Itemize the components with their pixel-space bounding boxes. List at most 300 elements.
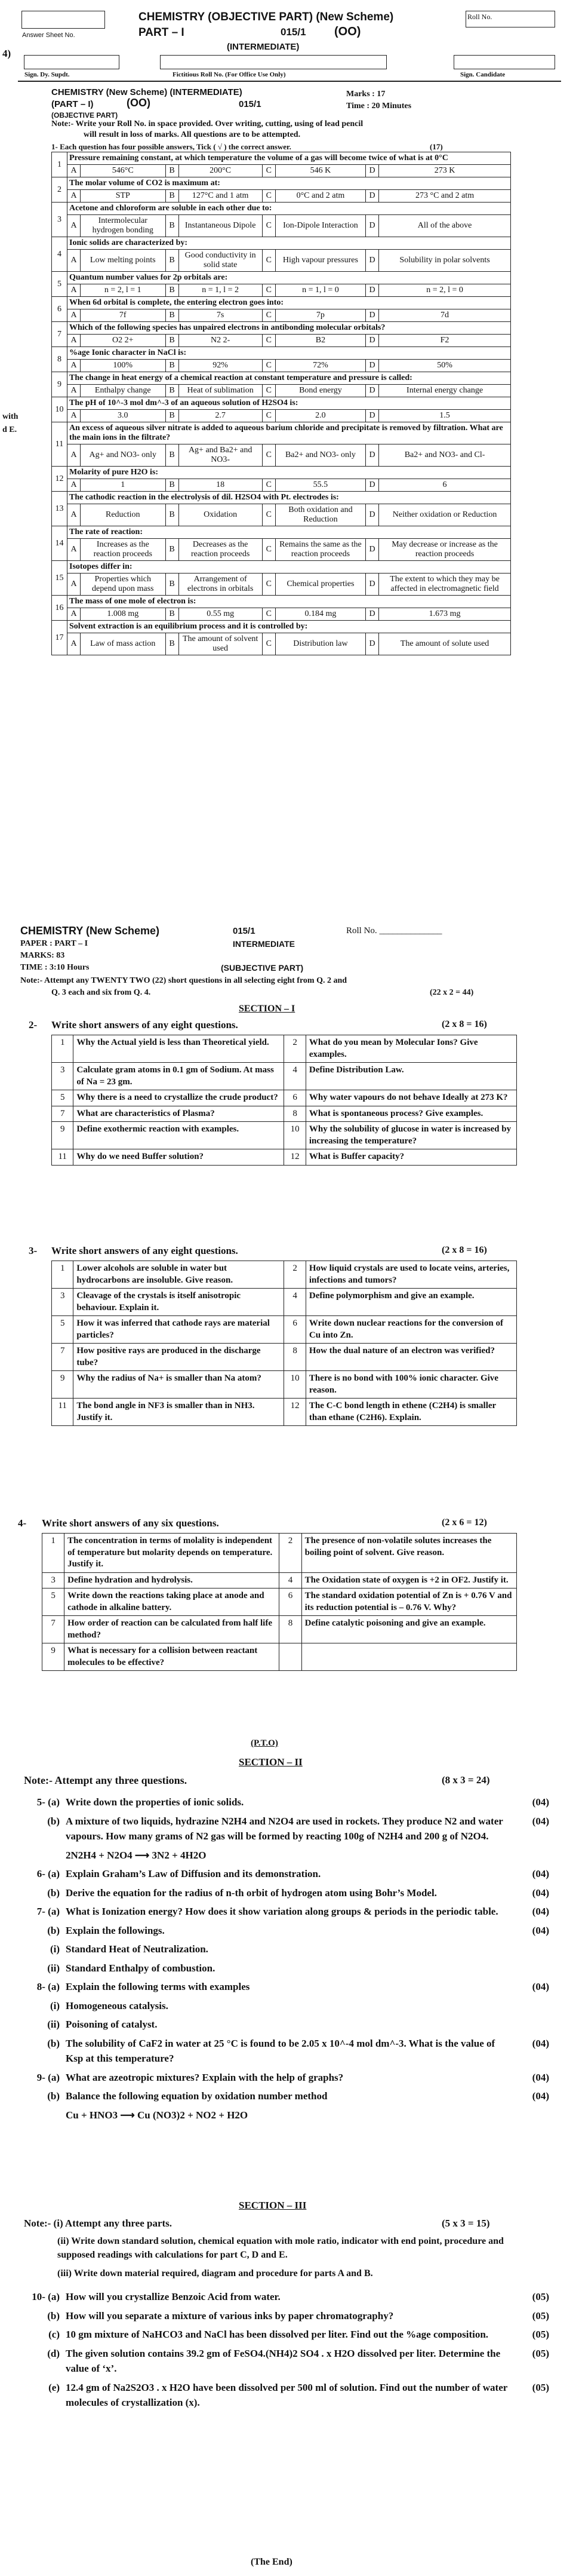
mcq-stem-row <box>52 621 511 633</box>
mcq-number: 9 <box>52 372 67 397</box>
mcq-option[interactable]: 273 K <box>379 165 511 177</box>
mcq-option[interactable]: 546°C <box>81 165 166 177</box>
mcq-option-letter: C <box>262 504 275 526</box>
long-question-text: Write down the properties of ionic solids. <box>66 1796 244 1808</box>
objective-part: (PART – I) <box>51 99 94 109</box>
mcq-option[interactable]: Ba2+ and NO3- only <box>275 444 365 467</box>
short-question-text: There is no bond with 100% ionic character. Give reason. <box>306 1371 516 1399</box>
short-question-number: 3 <box>52 1289 73 1316</box>
mcq-option[interactable]: 18 <box>178 479 262 492</box>
mcq-option[interactable]: Enthalpy change <box>81 385 166 397</box>
sign-candidate-label: Sign. Candidate <box>460 71 506 78</box>
mcq-number: 16 <box>52 596 67 621</box>
subjective-roll[interactable]: Roll No. ______________ <box>346 926 442 936</box>
mcq-number: 15 <box>52 561 67 596</box>
mcq-option[interactable]: Low melting points <box>81 250 166 272</box>
long-question-marks: (05) <box>532 2381 549 2393</box>
mcq-option[interactable]: Instantaneous Dipole <box>178 215 262 237</box>
mcq-options-row <box>52 360 511 372</box>
mcq-option-letter: D <box>366 539 379 561</box>
long-question-marks: (04) <box>532 1796 549 1808</box>
mcq-option[interactable]: n = 2, l = 1 <box>81 284 166 297</box>
mcq-options-row <box>52 165 511 177</box>
long-question-label <box>24 2108 66 2123</box>
short-question-text <box>301 1643 516 1671</box>
mcq-option[interactable]: 55.5 <box>275 479 365 492</box>
long-question-row <box>24 1866 549 1882</box>
mcq-option[interactable]: Ag+ and NO3- only <box>81 444 166 467</box>
objective-marks: Marks : 17 <box>346 90 386 99</box>
mcq-option-letter: B <box>165 504 178 526</box>
short-question-text: What are characteristics of Plasma? <box>73 1106 284 1122</box>
short-question-number: 1 <box>52 1261 73 1289</box>
mcq-option[interactable]: All of the above <box>379 215 511 237</box>
long-question-text: Explain the following terms with examples <box>66 1981 250 1992</box>
mcq-option-letter: B <box>165 385 178 397</box>
mcq-stem-row <box>52 203 511 215</box>
short-question-text: Define hydration and hydrolysis. <box>64 1572 279 1588</box>
mcq-stem: Pressure remaining constant, at which temperature the volume of a gas will become twice of what is at 0°C <box>67 152 511 165</box>
mcq-option[interactable]: Increases as the reaction proceeds <box>81 539 166 561</box>
candidate-sign-box[interactable] <box>454 55 555 78</box>
mcq-option-letter: A <box>67 410 81 422</box>
short-question-text: Define polymorphism and give an example. <box>306 1289 516 1316</box>
long-question-row <box>24 1979 549 1995</box>
short-question-number: 4 <box>284 1289 306 1316</box>
mcq-option[interactable]: 7f <box>81 309 166 322</box>
mcq-option[interactable]: 0.55 mg <box>178 608 262 621</box>
mcq-option[interactable]: The extent to which they may be affected in electromagnetic field <box>379 574 511 596</box>
mcq-number: 4 <box>52 237 67 272</box>
short-question-text: What is Buffer capacity? <box>306 1149 516 1166</box>
mcq-option-letter: D <box>366 360 379 372</box>
short-question-number: 7 <box>42 1616 64 1643</box>
short-question-text: What is necessary for a collision between reactant molecules to be effective? <box>64 1643 279 1671</box>
mcq-stem: Quantum number values for 2p orbitals are: <box>67 272 511 284</box>
mcq-option[interactable]: 1.5 <box>379 410 511 422</box>
long-question-text: Homogeneous catalysis. <box>66 2000 168 2011</box>
short-question-text: Define exothermic reaction with examples. <box>73 1122 284 1149</box>
mcq-option-letter: D <box>366 444 379 467</box>
q4-label: 4- <box>18 1517 27 1529</box>
mcq-option-letter: A <box>67 190 81 203</box>
mcq-option[interactable]: Distribution law <box>275 633 365 655</box>
mcq-options-row <box>52 190 511 203</box>
long-question-row <box>24 1998 549 2014</box>
mcq-option-letter: D <box>366 479 379 492</box>
section-2-note: Note:- Attempt any three questions. <box>24 1774 187 1786</box>
mcq-option-letter: C <box>262 215 275 237</box>
part-label: PART – I <box>138 26 184 39</box>
mcq-option[interactable]: B2 <box>275 335 365 347</box>
long-question-marks: (05) <box>532 2310 549 2322</box>
subjective-note-marks: (22 x 2 = 44) <box>430 988 474 997</box>
mcq-option-letter: A <box>67 633 81 655</box>
mcq-options-row <box>52 410 511 422</box>
long-question-label: (ii) <box>47 2019 60 2030</box>
mcq-option[interactable]: Solubility in polar solvents <box>379 250 511 272</box>
mcq-option[interactable]: 1 <box>81 479 166 492</box>
short-question-row <box>42 1643 517 1671</box>
mcq-option[interactable]: High vapour pressures <box>275 250 365 272</box>
short-question-number: 1 <box>52 1035 73 1063</box>
mcq-option[interactable]: n = 2, l = 0 <box>379 284 511 297</box>
mcq-option-letter: C <box>262 633 275 655</box>
short-question-number: 6 <box>284 1090 306 1106</box>
long-question-text: How will you separate a mixture of various inks by paper chromatography? <box>66 2310 394 2322</box>
mcq-option[interactable]: Arrangement of electrons in orbitals <box>178 574 262 596</box>
long-question-marks <box>513 1998 549 2014</box>
short-question-row <box>52 1261 517 1289</box>
mcq-option[interactable]: 92% <box>178 360 262 372</box>
long-question-row <box>24 2289 549 2305</box>
mcq-option[interactable]: n = 1, l = 0 <box>275 284 365 297</box>
q3-marks: (2 x 8 = 16) <box>442 1245 487 1255</box>
long-question-label: 6- (a) <box>36 1868 60 1879</box>
mcq-stem: %age Ionic character in NaCl is: <box>67 347 511 360</box>
mcq-stem-row <box>52 297 511 309</box>
roll-label: Roll No. <box>467 13 492 21</box>
mcq-option-letter: A <box>67 574 81 596</box>
mcq-option-letter: A <box>67 250 81 272</box>
mcq-option[interactable]: Law of mass action <box>81 633 166 655</box>
mcq-number: 14 <box>52 526 67 561</box>
mcq-option[interactable]: Both oxidation and Reduction <box>275 504 365 526</box>
mcq-option[interactable]: Good conductivity in solid state <box>178 250 262 272</box>
mcq-option[interactable]: 2.0 <box>275 410 365 422</box>
mcq-option-letter: C <box>262 165 275 177</box>
mcq-option-letter: A <box>67 608 81 621</box>
short-question-text: Why there is a need to crystallize the crude product? <box>73 1090 284 1106</box>
mcq-option[interactable]: The amount of solvent used <box>178 633 262 655</box>
mcq-stem: The mass of one mole of electron is: <box>67 596 511 608</box>
mcq-option[interactable]: O2 2+ <box>81 335 166 347</box>
long-question-marks <box>513 1942 549 1957</box>
long-question-label: 5- (a) <box>36 1796 60 1808</box>
mcq-stem-row <box>52 492 511 504</box>
q2-label: 2- <box>29 1019 38 1031</box>
short-question-row <box>42 1534 517 1573</box>
long-question-label: (b) <box>47 1815 60 1827</box>
side-text-1: with <box>2 412 19 421</box>
long-question-row <box>24 1961 549 1976</box>
mcq-number: 6 <box>52 297 67 322</box>
long-question-row <box>24 2070 549 2086</box>
short-question-text: Why do we need Buffer solution? <box>73 1149 284 1166</box>
fictitious-roll-box[interactable] <box>160 55 387 78</box>
short-question-row <box>52 1371 517 1399</box>
mcq-options-row <box>52 479 511 492</box>
mcq-option[interactable]: Ion-Dipole Interaction <box>275 215 365 237</box>
short-question-row <box>52 1035 517 1063</box>
mcq-options-row <box>52 385 511 397</box>
short-question-text: How liquid crystals are used to locate veins, arteries, infections and tumors? <box>306 1261 516 1289</box>
mcq-option[interactable]: Reduction <box>81 504 166 526</box>
short-question-text: Write down nuclear reactions for the conversion of Cu into Zn. <box>306 1316 516 1344</box>
mcq-option[interactable]: 0.184 mg <box>275 608 365 621</box>
section-2-marks: (8 x 3 = 24) <box>442 1774 490 1786</box>
long-question-text: Cu + HNO3 ⟶ Cu (NO3)2 + NO2 + H2O <box>66 2109 248 2121</box>
mcq-option-letter: D <box>366 250 379 272</box>
long-question-label: (i) <box>50 2000 60 2011</box>
long-question-text: 2N2H4 + N2O4 ⟶ 3N2 + 4H2O <box>66 1849 207 1861</box>
long-question-label: (b) <box>47 2090 60 2102</box>
mcq-option[interactable]: Neither oxidation or Reduction <box>379 504 511 526</box>
short-question-text: Cleavage of the crystals is itself anisotropic behaviour. Explain it. <box>73 1289 284 1316</box>
mcq-option-letter: A <box>67 165 81 177</box>
long-question-label: (ii) <box>47 1962 60 1974</box>
mcq-option[interactable]: STP <box>81 190 166 203</box>
mcq-option[interactable]: 127°C and 1 atm <box>178 190 262 203</box>
short-question-number: 1 <box>42 1534 64 1573</box>
long-question-text: Derive the equation for the radius of n-th orbit of hydrogen atom using Bohr’s Model. <box>66 1887 437 1899</box>
long-question-text: Standard Enthalpy of combustion. <box>66 1962 215 1974</box>
mcq-option[interactable]: Oxidation <box>178 504 262 526</box>
long-question-row <box>24 1942 549 1957</box>
short-question-row <box>52 1122 517 1149</box>
objective-instruction-marks: (17) <box>430 142 443 151</box>
long-question-label: 10- (a) <box>32 2291 60 2302</box>
mcq-stem: The change in heat energy of a chemical reaction at constant temperature and pressure is called: <box>67 372 511 385</box>
mcq-option[interactable]: 546 K <box>275 165 365 177</box>
objective-note-1: Note:- Write your Roll No. in space provided. Over writing, cutting, using of lead pencil <box>51 119 364 128</box>
mcq-number: 12 <box>52 467 67 492</box>
long-question-text: The given solution contains 39.2 gm of FeSO4.(NH4)2 SO4 . x H2O dissolved per liter. Determine the value of ‘x’. <box>66 2347 501 2374</box>
objective-title: CHEMISTRY (New Scheme) (INTERMEDIATE) <box>51 87 242 97</box>
mcq-option-letter: A <box>67 335 81 347</box>
mcq-options-row <box>52 504 511 526</box>
long-question-label: (d) <box>47 2347 60 2359</box>
mcq-option-letter: B <box>165 444 178 467</box>
mcq-option-letter: A <box>67 309 81 322</box>
short-question-text: The Oxidation state of oxygen is +2 in OF2. Justify it. <box>301 1572 516 1588</box>
mcq-option-letter: B <box>165 165 178 177</box>
section-2-questions <box>24 1795 549 2126</box>
long-question-marks: (04) <box>532 2090 549 2102</box>
mcq-option[interactable]: Chemical properties <box>275 574 365 596</box>
mcq-option[interactable]: 0°C and 2 atm <box>275 190 365 203</box>
short-question-number: 7 <box>52 1106 73 1122</box>
short-question-number: 2 <box>279 1534 301 1573</box>
section-3-marks: (5 x 3 = 15) <box>442 2218 490 2229</box>
short-question-number: 11 <box>52 1399 73 1426</box>
short-question-text: Define Distribution Law. <box>306 1063 516 1090</box>
mcq-option-letter: D <box>366 284 379 297</box>
roll-box[interactable] <box>466 11 555 27</box>
q2-marks: (2 x 8 = 16) <box>442 1019 487 1029</box>
mcq-option-letter: C <box>262 410 275 422</box>
mcq-stem-row <box>52 372 511 385</box>
mcq-option-letter: B <box>165 633 178 655</box>
short-question-text: The bond angle in NF3 is smaller than in NH3. Justify it. <box>73 1399 284 1426</box>
mcq-option-letter: D <box>366 504 379 526</box>
mcq-option[interactable]: Decreases as the reaction proceeds <box>178 539 262 561</box>
long-question-marks: (04) <box>532 1887 549 1899</box>
mcq-option-letter: C <box>262 360 275 372</box>
long-question-label: (i) <box>50 1943 60 1955</box>
mcq-option[interactable]: F2 <box>379 335 511 347</box>
mcq-option[interactable]: 3.0 <box>81 410 166 422</box>
long-question-marks: (05) <box>532 2329 549 2340</box>
long-question-text: 12.4 gm of Na2S2O3 . x H2O have been dissolved per 500 ml of solution. Find out the number of water molecules of crystallization (x). <box>66 2381 508 2408</box>
long-question-row <box>24 1904 549 1919</box>
mcq-option[interactable]: 7d <box>379 309 511 322</box>
paper-code: 015/1 <box>281 26 306 38</box>
q3-label: 3- <box>29 1245 38 1256</box>
mcq-option-letter: D <box>366 385 379 397</box>
mcq-option[interactable]: Remains the same as the reaction proceeds <box>275 539 365 561</box>
mcq-option[interactable]: 1.008 mg <box>81 608 166 621</box>
mcq-option[interactable]: N2 2- <box>178 335 262 347</box>
mcq-option[interactable]: May decrease or increase as the reaction proceeds <box>379 539 511 561</box>
short-question-number: 8 <box>284 1344 306 1371</box>
mcq-option-letter: C <box>262 284 275 297</box>
q3-table <box>51 1261 517 1426</box>
mcq-option[interactable]: The amount of solute used <box>379 633 511 655</box>
short-question-text: How the dual nature of an electron was verified? <box>306 1344 516 1371</box>
margin-mark: 4) <box>2 48 11 59</box>
mcq-number: 13 <box>52 492 67 526</box>
short-question-text: Write down the reactions taking place at anode and cathode in alkaline battery. <box>64 1588 279 1616</box>
subjective-marks: MARKS: 83 <box>20 951 65 960</box>
mcq-option[interactable]: Internal energy change <box>379 385 511 397</box>
long-question-marks: (05) <box>532 2291 549 2302</box>
mcq-stem-row <box>52 397 511 410</box>
mcq-options-row <box>52 284 511 297</box>
mcq-option[interactable]: 1.673 mg <box>379 608 511 621</box>
mcq-stem-row <box>52 467 511 479</box>
short-question-text: How positive rays are produced in the discharge tube? <box>73 1344 284 1371</box>
mcq-option-letter: C <box>262 608 275 621</box>
mcq-stem: Isotopes differ in: <box>67 561 511 574</box>
long-question-text: Explain the followings. <box>66 1924 165 1936</box>
short-question-text: Why water vapours do not behave Ideally at 273 K? <box>306 1090 516 1106</box>
long-question-marks <box>513 2017 549 2032</box>
subjective-title: CHEMISTRY (New Scheme) <box>20 925 160 937</box>
mcq-option[interactable]: 7s <box>178 309 262 322</box>
mcq-option-letter: D <box>366 574 379 596</box>
mcq-option[interactable]: 50% <box>379 360 511 372</box>
mcq-option[interactable]: 2.7 <box>178 410 262 422</box>
mcq-option-letter: C <box>262 574 275 596</box>
short-question-number: 11 <box>52 1149 73 1166</box>
subjective-roll-label: Roll No. <box>346 926 377 936</box>
mcq-stem-row <box>52 237 511 250</box>
short-question-number: 7 <box>52 1344 73 1371</box>
mcq-options-row <box>52 539 511 561</box>
long-question-label: (e) <box>48 2381 60 2393</box>
mcq-option-letter: A <box>67 284 81 297</box>
long-question-row <box>24 2308 549 2324</box>
mcq-stem-row <box>52 561 511 574</box>
mcq-option[interactable]: Intermolecular hydrogen bonding <box>81 215 166 237</box>
subjective-note-1: Note:- Attempt any TWENTY TWO (22) short questions in all selecting eight from Q. 2 and <box>20 976 347 985</box>
short-question-row <box>52 1106 517 1122</box>
section-3-title: SECTION – III <box>239 2200 307 2211</box>
objective-time: Time : 20 Minutes <box>346 102 412 111</box>
long-question-text: 10 gm mixture of NaHCO3 and NaCl has been dissolved per liter. Find out the %age composition. <box>66 2329 489 2340</box>
long-question-label: (b) <box>47 2037 60 2049</box>
mcq-option[interactable]: Ba2+ and NO3- and Cl- <box>379 444 511 467</box>
mcq-option-letter: B <box>165 309 178 322</box>
end-label: (The End) <box>251 2557 292 2567</box>
long-question-marks: (04) <box>532 2071 549 2083</box>
short-question-number: 2 <box>284 1261 306 1289</box>
mcq-option[interactable]: 200°C <box>178 165 262 177</box>
short-question-number: 9 <box>42 1643 64 1671</box>
short-question-text: The presence of non-volatile solutes increases the boiling point of solvent. Give reason. <box>301 1534 516 1573</box>
long-question-label: (b) <box>47 1924 60 1936</box>
mcq-option[interactable]: Ag+ and Ba2+ and NO3- <box>178 444 262 467</box>
long-question-text: Explain Graham’s Law of Diffusion and its demonstration. <box>66 1868 321 1879</box>
mcq-option[interactable]: n = 1, l = 2 <box>178 284 262 297</box>
short-question-text: Define catalytic poisoning and give an example. <box>301 1616 516 1643</box>
long-question-marks: (04) <box>532 1868 549 1879</box>
objective-paper-code: 015/1 <box>239 99 261 109</box>
long-question-marks <box>513 1961 549 1976</box>
mcq-option[interactable]: Bond energy <box>275 385 365 397</box>
short-question-text: What is spontaneous process? Give examples. <box>306 1106 516 1122</box>
subject-title: CHEMISTRY (OBJECTIVE PART) (New Scheme) <box>138 11 394 23</box>
objective-note-2: will result in loss of marks. All questions are to be attempted. <box>84 130 301 139</box>
long-question-marks <box>513 2108 549 2123</box>
mcq-stem-row <box>52 347 511 360</box>
mcq-option[interactable]: 100% <box>81 360 166 372</box>
long-question-row <box>24 2327 549 2342</box>
long-question-row <box>24 1885 549 1901</box>
subjective-paper: PAPER : PART – I <box>20 939 88 948</box>
mcq-options-row <box>52 574 511 596</box>
mcq-option-letter: B <box>165 410 178 422</box>
mcq-option[interactable]: 273 °C and 2 atm <box>379 190 511 203</box>
long-question-label <box>24 1848 66 1863</box>
mcq-option-letter: C <box>262 539 275 561</box>
mcq-stem: Ionic solids are characterized by: <box>67 237 511 250</box>
short-question-row <box>52 1316 517 1344</box>
mcq-stem: The rate of reaction: <box>67 526 511 539</box>
mcq-option[interactable]: Heat of sublimation <box>178 385 262 397</box>
long-question-marks: (05) <box>532 2347 549 2359</box>
mcq-option[interactable]: 7p <box>275 309 365 322</box>
long-question-label: 9- (a) <box>36 2071 60 2083</box>
short-question-row <box>42 1572 517 1588</box>
long-question-marks: (04) <box>532 1924 549 1936</box>
short-question-number: 6 <box>279 1588 301 1616</box>
short-question-number: 8 <box>279 1616 301 1643</box>
mcq-option-letter: C <box>262 335 275 347</box>
short-question-row <box>52 1399 517 1426</box>
supdt-sign-box[interactable] <box>24 55 119 78</box>
mcq-number: 17 <box>52 621 67 655</box>
short-question-number: 4 <box>284 1063 306 1090</box>
mcq-options-row <box>52 444 511 467</box>
mcq-option[interactable]: 72% <box>275 360 365 372</box>
mcq-option-letter: C <box>262 479 275 492</box>
long-question-label: (c) <box>48 2329 60 2340</box>
mcq-number: 2 <box>52 177 67 203</box>
mcq-option[interactable]: 6 <box>379 479 511 492</box>
long-question-marks: (04) <box>532 1906 549 1917</box>
mcq-option[interactable]: Properties which depend upon mass <box>81 574 166 596</box>
long-question-row <box>24 2036 549 2066</box>
answer-sheet-label: Answer Sheet No. <box>22 32 75 39</box>
subjective-note-2: Q. 3 each and six from Q. 4. <box>51 988 151 997</box>
long-question-row <box>24 2108 549 2123</box>
short-question-text: Why the radius of Na+ is smaller than Na atom? <box>73 1371 284 1399</box>
short-question-number: 5 <box>52 1316 73 1344</box>
mcq-option-letter: D <box>366 165 379 177</box>
mcq-option-letter: D <box>366 633 379 655</box>
